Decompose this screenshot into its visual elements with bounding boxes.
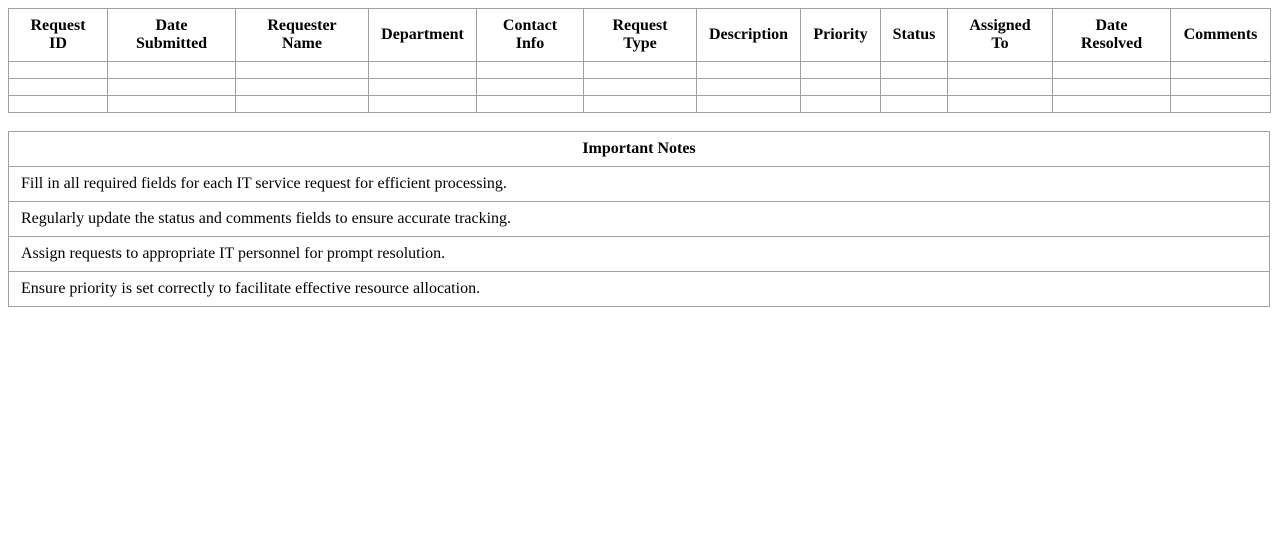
table-cell[interactable] [477,79,584,96]
table-cell[interactable] [948,62,1053,79]
important-notes-table [8,131,1270,307]
table-cell[interactable] [236,79,369,96]
list-item [9,272,1270,307]
table-cell[interactable] [697,96,801,113]
table-cell[interactable] [1053,96,1171,113]
table-cell[interactable] [9,62,108,79]
list-item [9,167,1270,202]
table-cell[interactable] [477,62,584,79]
notes-title: Important Notes [9,132,1270,167]
table-cell[interactable] [801,96,881,113]
note-text: Fill in all required fields for each IT service request for efficient processing. [9,167,1270,202]
table-cell[interactable] [697,79,801,96]
table-cell[interactable] [1053,62,1171,79]
table-row [9,96,1271,113]
table-cell[interactable] [369,62,477,79]
note-text: Regularly update the status and comments fields to ensure accurate tracking. [9,202,1270,237]
table-cell[interactable] [108,96,236,113]
table-cell[interactable] [369,79,477,96]
note-text: Assign requests to appropriate IT personnel for prompt resolution. [9,237,1270,272]
table-cell[interactable] [9,79,108,96]
column-header-assigned-to: Assigned To [948,9,1053,62]
table-cell[interactable] [801,62,881,79]
table-cell[interactable] [881,62,948,79]
table-cell[interactable] [236,96,369,113]
column-header-date-resolved: Date Resolved [1053,9,1171,62]
column-header-priority: Priority [801,9,881,62]
table-cell[interactable] [477,96,584,113]
service-request-table [8,8,1271,113]
table-cell[interactable] [1171,79,1271,96]
table-cell[interactable] [584,96,697,113]
table-cell[interactable] [584,79,697,96]
column-header-date-submitted: Date Submitted [108,9,236,62]
header-row [9,9,1271,62]
column-header-request-id: Request ID [9,9,108,62]
table-cell[interactable] [1053,79,1171,96]
column-header-status: Status [881,9,948,62]
note-text: Ensure priority is set correctly to facilitate effective resource allocation. [9,272,1270,307]
column-header-description: Description [697,9,801,62]
table-cell[interactable] [1171,96,1271,113]
table-cell[interactable] [801,79,881,96]
table-row [9,79,1271,96]
column-header-requester-name: Requester Name [236,9,369,62]
column-header-contact-info: Contact Info [477,9,584,62]
table-cell[interactable] [881,79,948,96]
list-item [9,202,1270,237]
table-cell[interactable] [584,62,697,79]
table-cell[interactable] [9,96,108,113]
table-cell[interactable] [108,62,236,79]
table-cell[interactable] [948,79,1053,96]
table-cell[interactable] [108,79,236,96]
table-cell[interactable] [1171,62,1271,79]
table-cell[interactable] [948,96,1053,113]
column-header-department: Department [369,9,477,62]
column-header-request-type: Request Type [584,9,697,62]
table-row [9,62,1271,79]
column-header-comments: Comments [1171,9,1271,62]
table-cell[interactable] [881,96,948,113]
table-cell[interactable] [697,62,801,79]
table-cell[interactable] [369,96,477,113]
table-cell[interactable] [236,62,369,79]
list-item [9,237,1270,272]
notes-header-row [9,132,1270,167]
